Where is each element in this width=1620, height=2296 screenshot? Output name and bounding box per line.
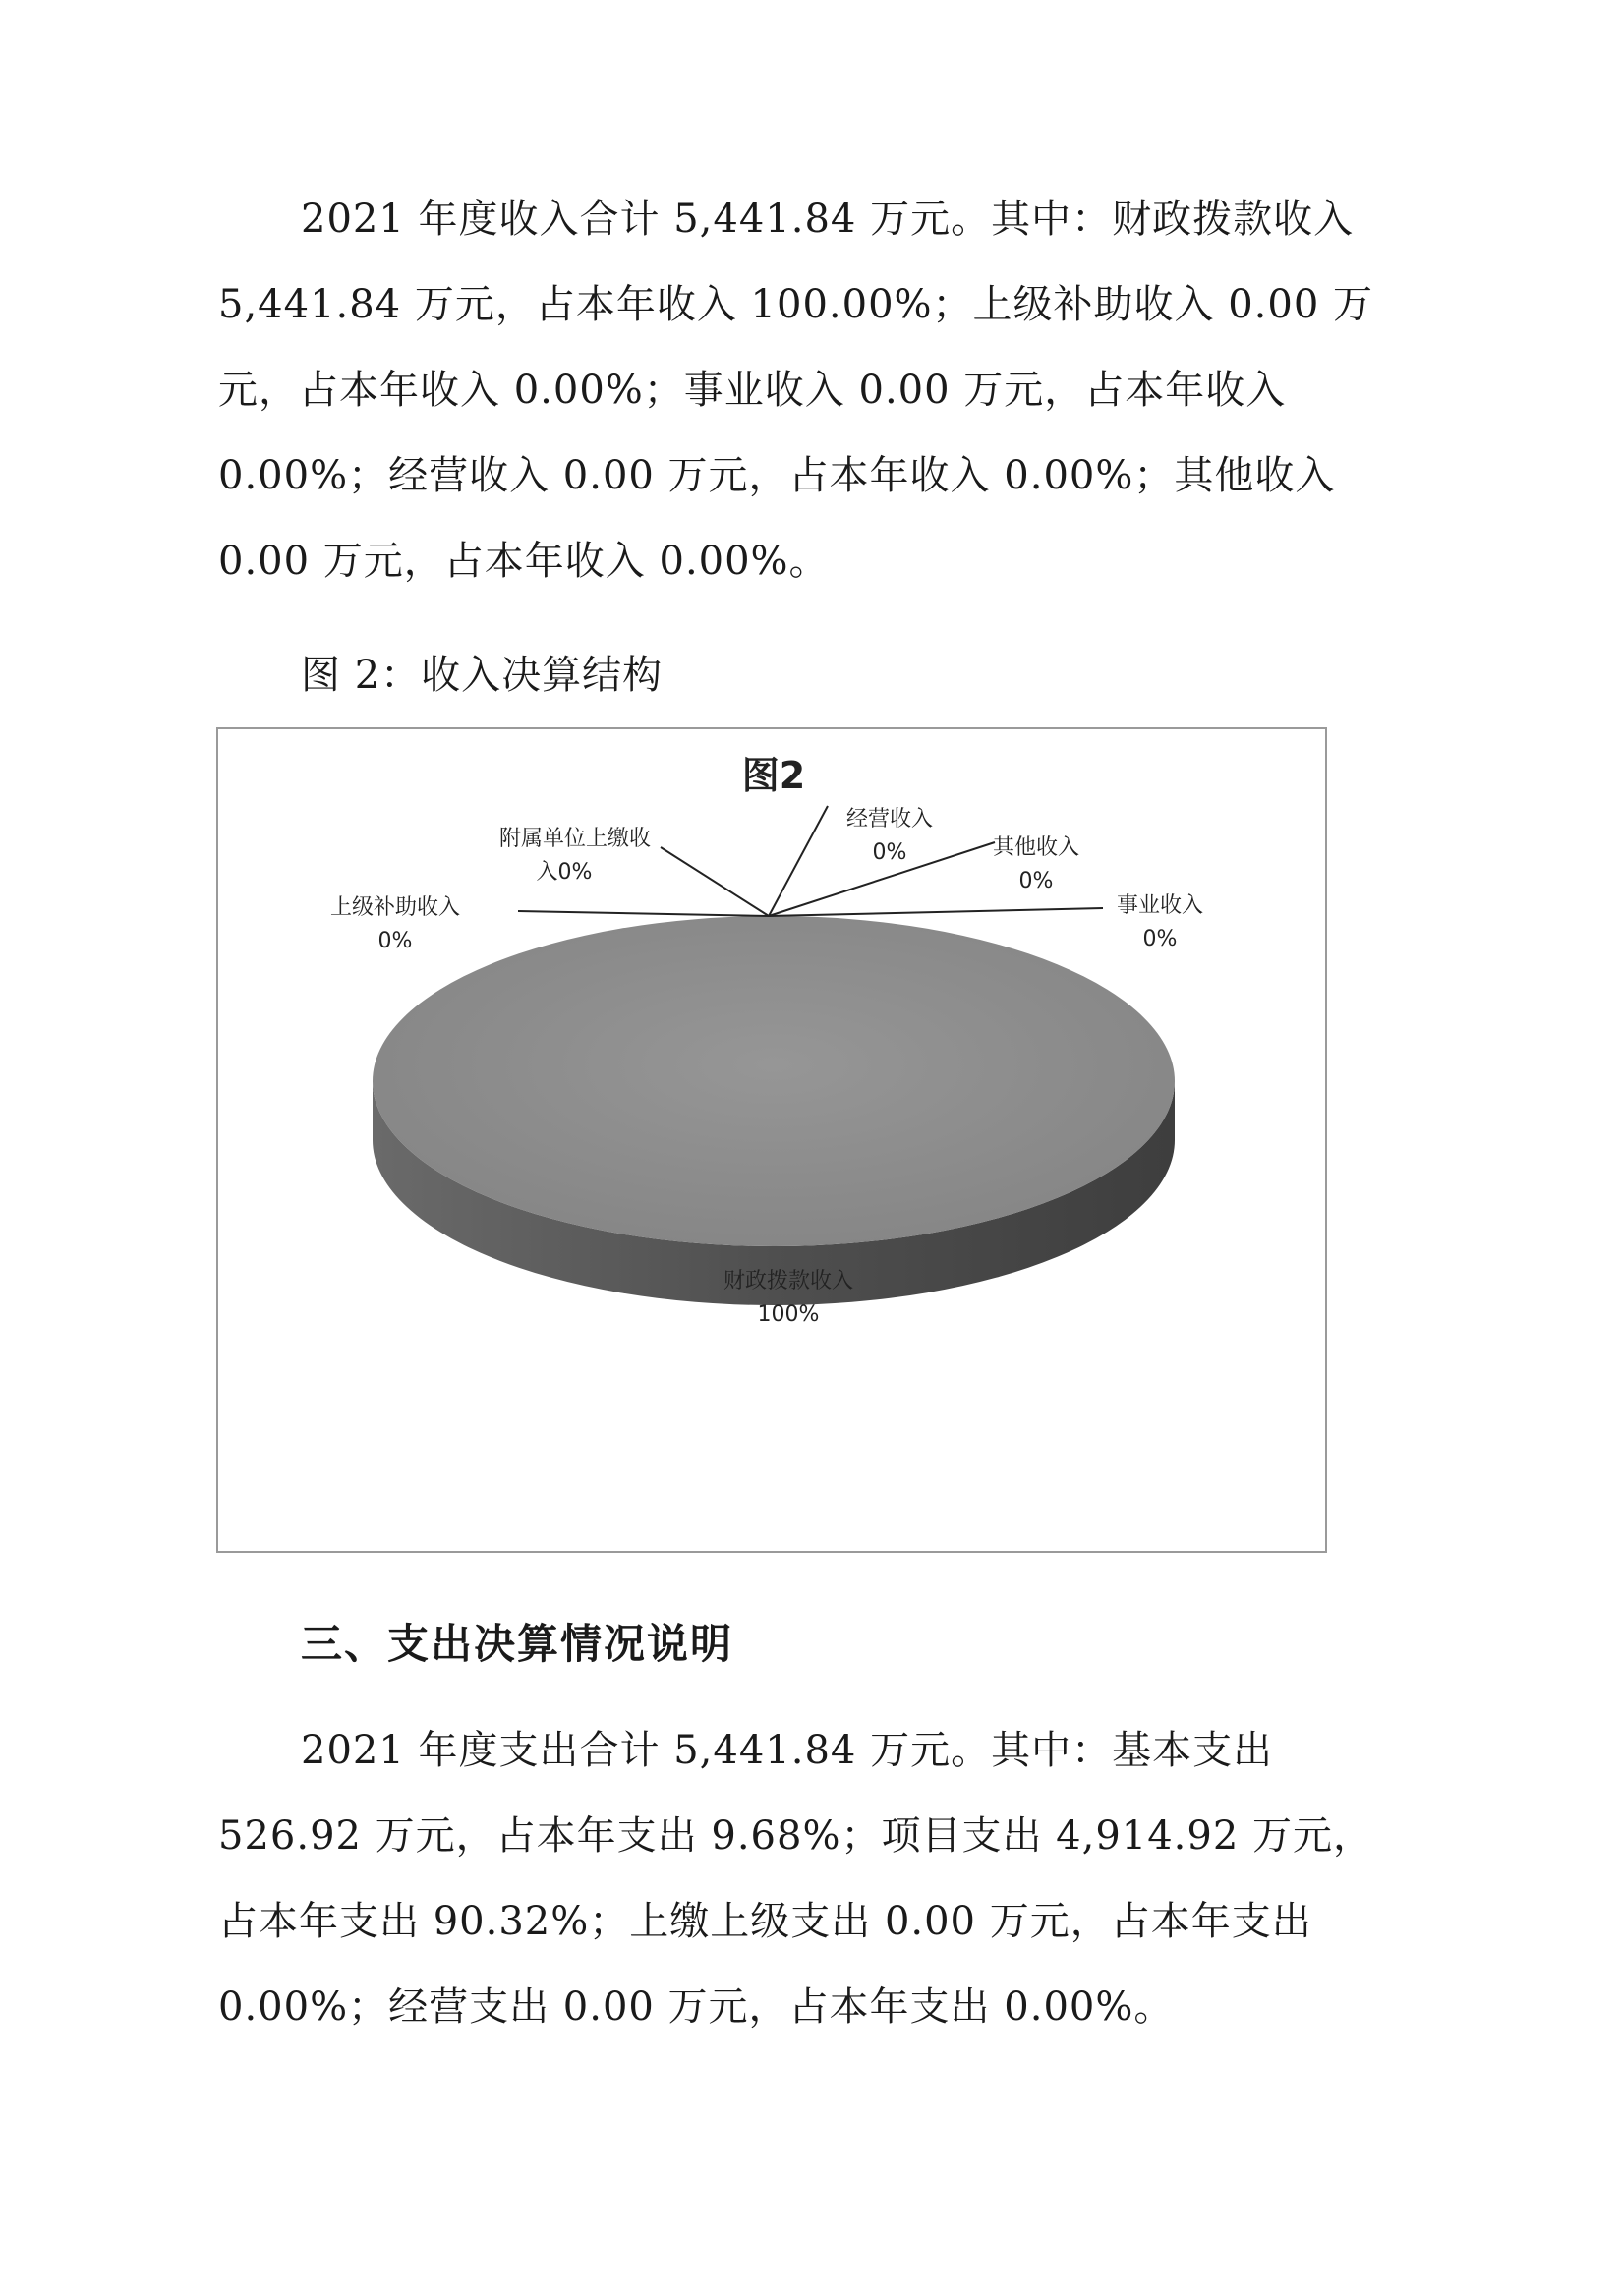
label-shangji: 上级补助收入 (329, 895, 461, 920)
pie-slice-caizheng (373, 916, 1175, 1246)
income-pie-chart (216, 727, 1327, 1553)
section-heading: 三、支出决算情况说明 (301, 1620, 734, 1668)
label-caizheng-percent: 100% (757, 1302, 820, 1327)
label-qita: 其他收入 (992, 835, 1080, 860)
label-jingying: 经营收入 (845, 807, 934, 832)
label-shiye-percent: 0% (1142, 927, 1178, 951)
label-qita-percent: 0% (1018, 869, 1054, 893)
label-shangji-percent: 0% (377, 929, 413, 953)
pie-chart-svg (218, 729, 1329, 1555)
label-caizheng: 财政拨款收入 (723, 1269, 854, 1293)
label-jingying-percent: 0% (872, 840, 907, 865)
leader-line-fushu (661, 847, 769, 916)
figure-caption: 图 2：收入决算结构 (301, 653, 664, 698)
leader-line-shiye (769, 908, 1103, 916)
chart-title: 图2 (741, 754, 806, 797)
label-fushu-percent: 入0% (536, 860, 593, 885)
expense-paragraph: 2021 年度支出合计 5,441.84 万元。其中：基本支出 526.92 万元，占本年支出 9.68%；项目支出 4,914.92 万元，占本年支出 90.32%；上缴上级支出 0.00 万元，占本年支出 0.00%；经营支出 0.00 万元，占本年支出 0.00%。 (218, 1728, 1374, 2030)
leader-line-shangji (518, 911, 769, 916)
income-paragraph: 2021 年度收入合计 5,441.84 万元。其中：财政拨款收入 5,441.84 万元，占本年收入 100.00%；上级补助收入 0.00 万元，占本年收入 0.00%；事业收入 0.00 万元，占本年收入 0.00%；经营收入 0.00 万元，占本年收入 0.00%；其他收入 0.00 万元，占本年收入 0.00%。 (218, 197, 1374, 584)
label-shiye: 事业收入 (1116, 893, 1204, 918)
label-fushu: 附属单位上缴收 (498, 827, 652, 851)
